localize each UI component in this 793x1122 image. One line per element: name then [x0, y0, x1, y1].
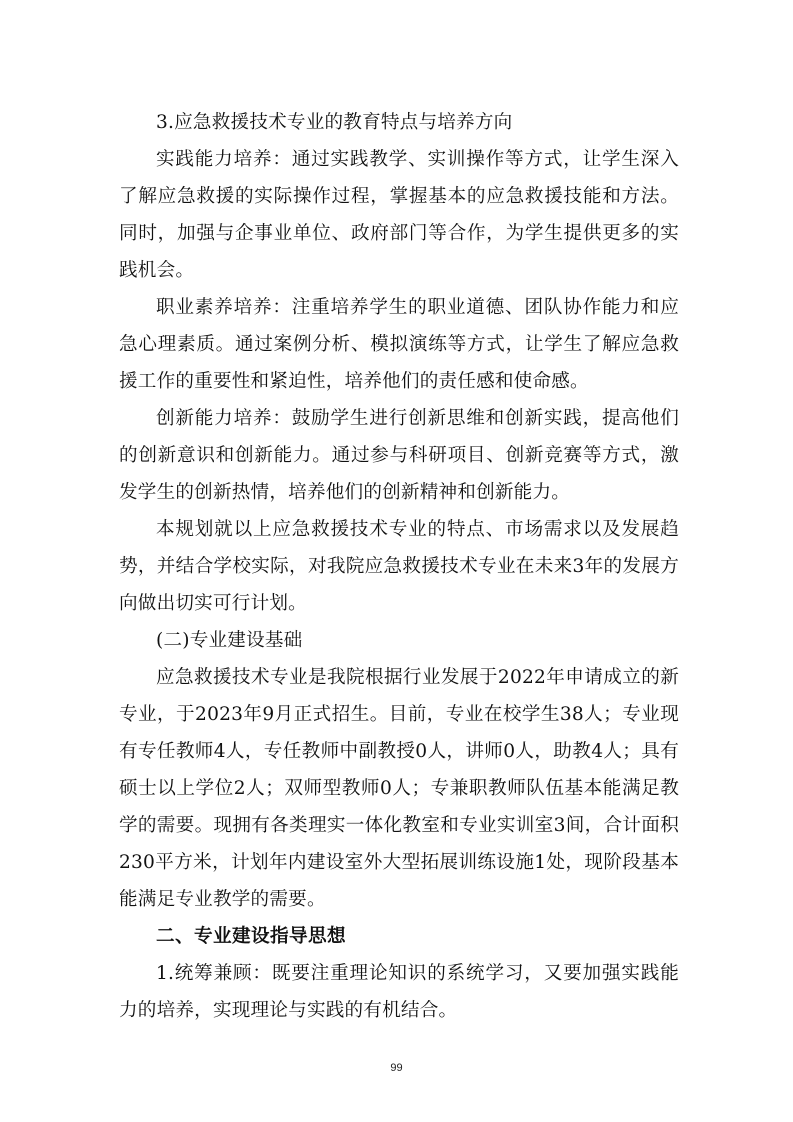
page-body [119, 104, 679, 1029]
subsection-title-education-features: 3.应急救援技术专业的教育特点与培养方向 [156, 112, 513, 133]
subsection-title-construction-basis: (二)专业建设基础 [156, 630, 303, 651]
paragraph-professional-quality: 职业素养培养：注重培养学生的职业道德、团队协作能力和应急心理素质。通过案例分析、模拟演练等方式，让学生了解应急救援工作的重要性和紧迫性，培养他们的责任感和使命感。 [119, 297, 679, 392]
paragraph-plan-summary: 本规划就以上应急救援技术专业的特点、市场需求以及发展趋势，并结合学校实际，对我院应急救援技术专业在未来3年的发展方向做出切实可行计划。 [119, 519, 679, 614]
paragraph-overall-planning: 1.统筹兼顾：既要注重理论知识的系统学习，又要加强实践能力的培养，实现理论与实践的有机结合。 [119, 963, 679, 1021]
paragraph-construction-basis: 应急救援技术专业是我院根据行业发展于2022年申请成立的新专业，于2023年9月正式招生。目前，专业在校学生38人；专业现有专任教师4人，专任教师中副教授0人，讲师0人，助教4人；具有硕士以上学位2人；双师型教师0人；专兼职教师队伍基本能满足教学的需要。现拥有各类理实一体化教室和专业实训室3间，合计面积230平方米，计划年内建设室外大型拓展训练设施1处，现阶段基本能满足专业教学的需要。 [119, 667, 679, 910]
paragraph-innovation-ability: 创新能力培养：鼓励学生进行创新思维和创新实践，提高他们的创新意识和创新能力。通过参与科研项目、创新竞赛等方式，激发学生的创新热情，培养他们的创新精神和创新能力。 [119, 408, 679, 503]
paragraph-practical-ability: 实践能力培养：通过实践教学、实训操作等方式，让学生深入了解应急救援的实际操作过程，掌握基本的应急救援技能和方法。同时，加强与企事业单位、政府部门等合作，为学生提供更多的实践机会。 [119, 149, 679, 281]
section-heading-guiding-ideology: 二、专业建设指导思想 [156, 926, 346, 947]
page-number: 99 [390, 1062, 403, 1074]
